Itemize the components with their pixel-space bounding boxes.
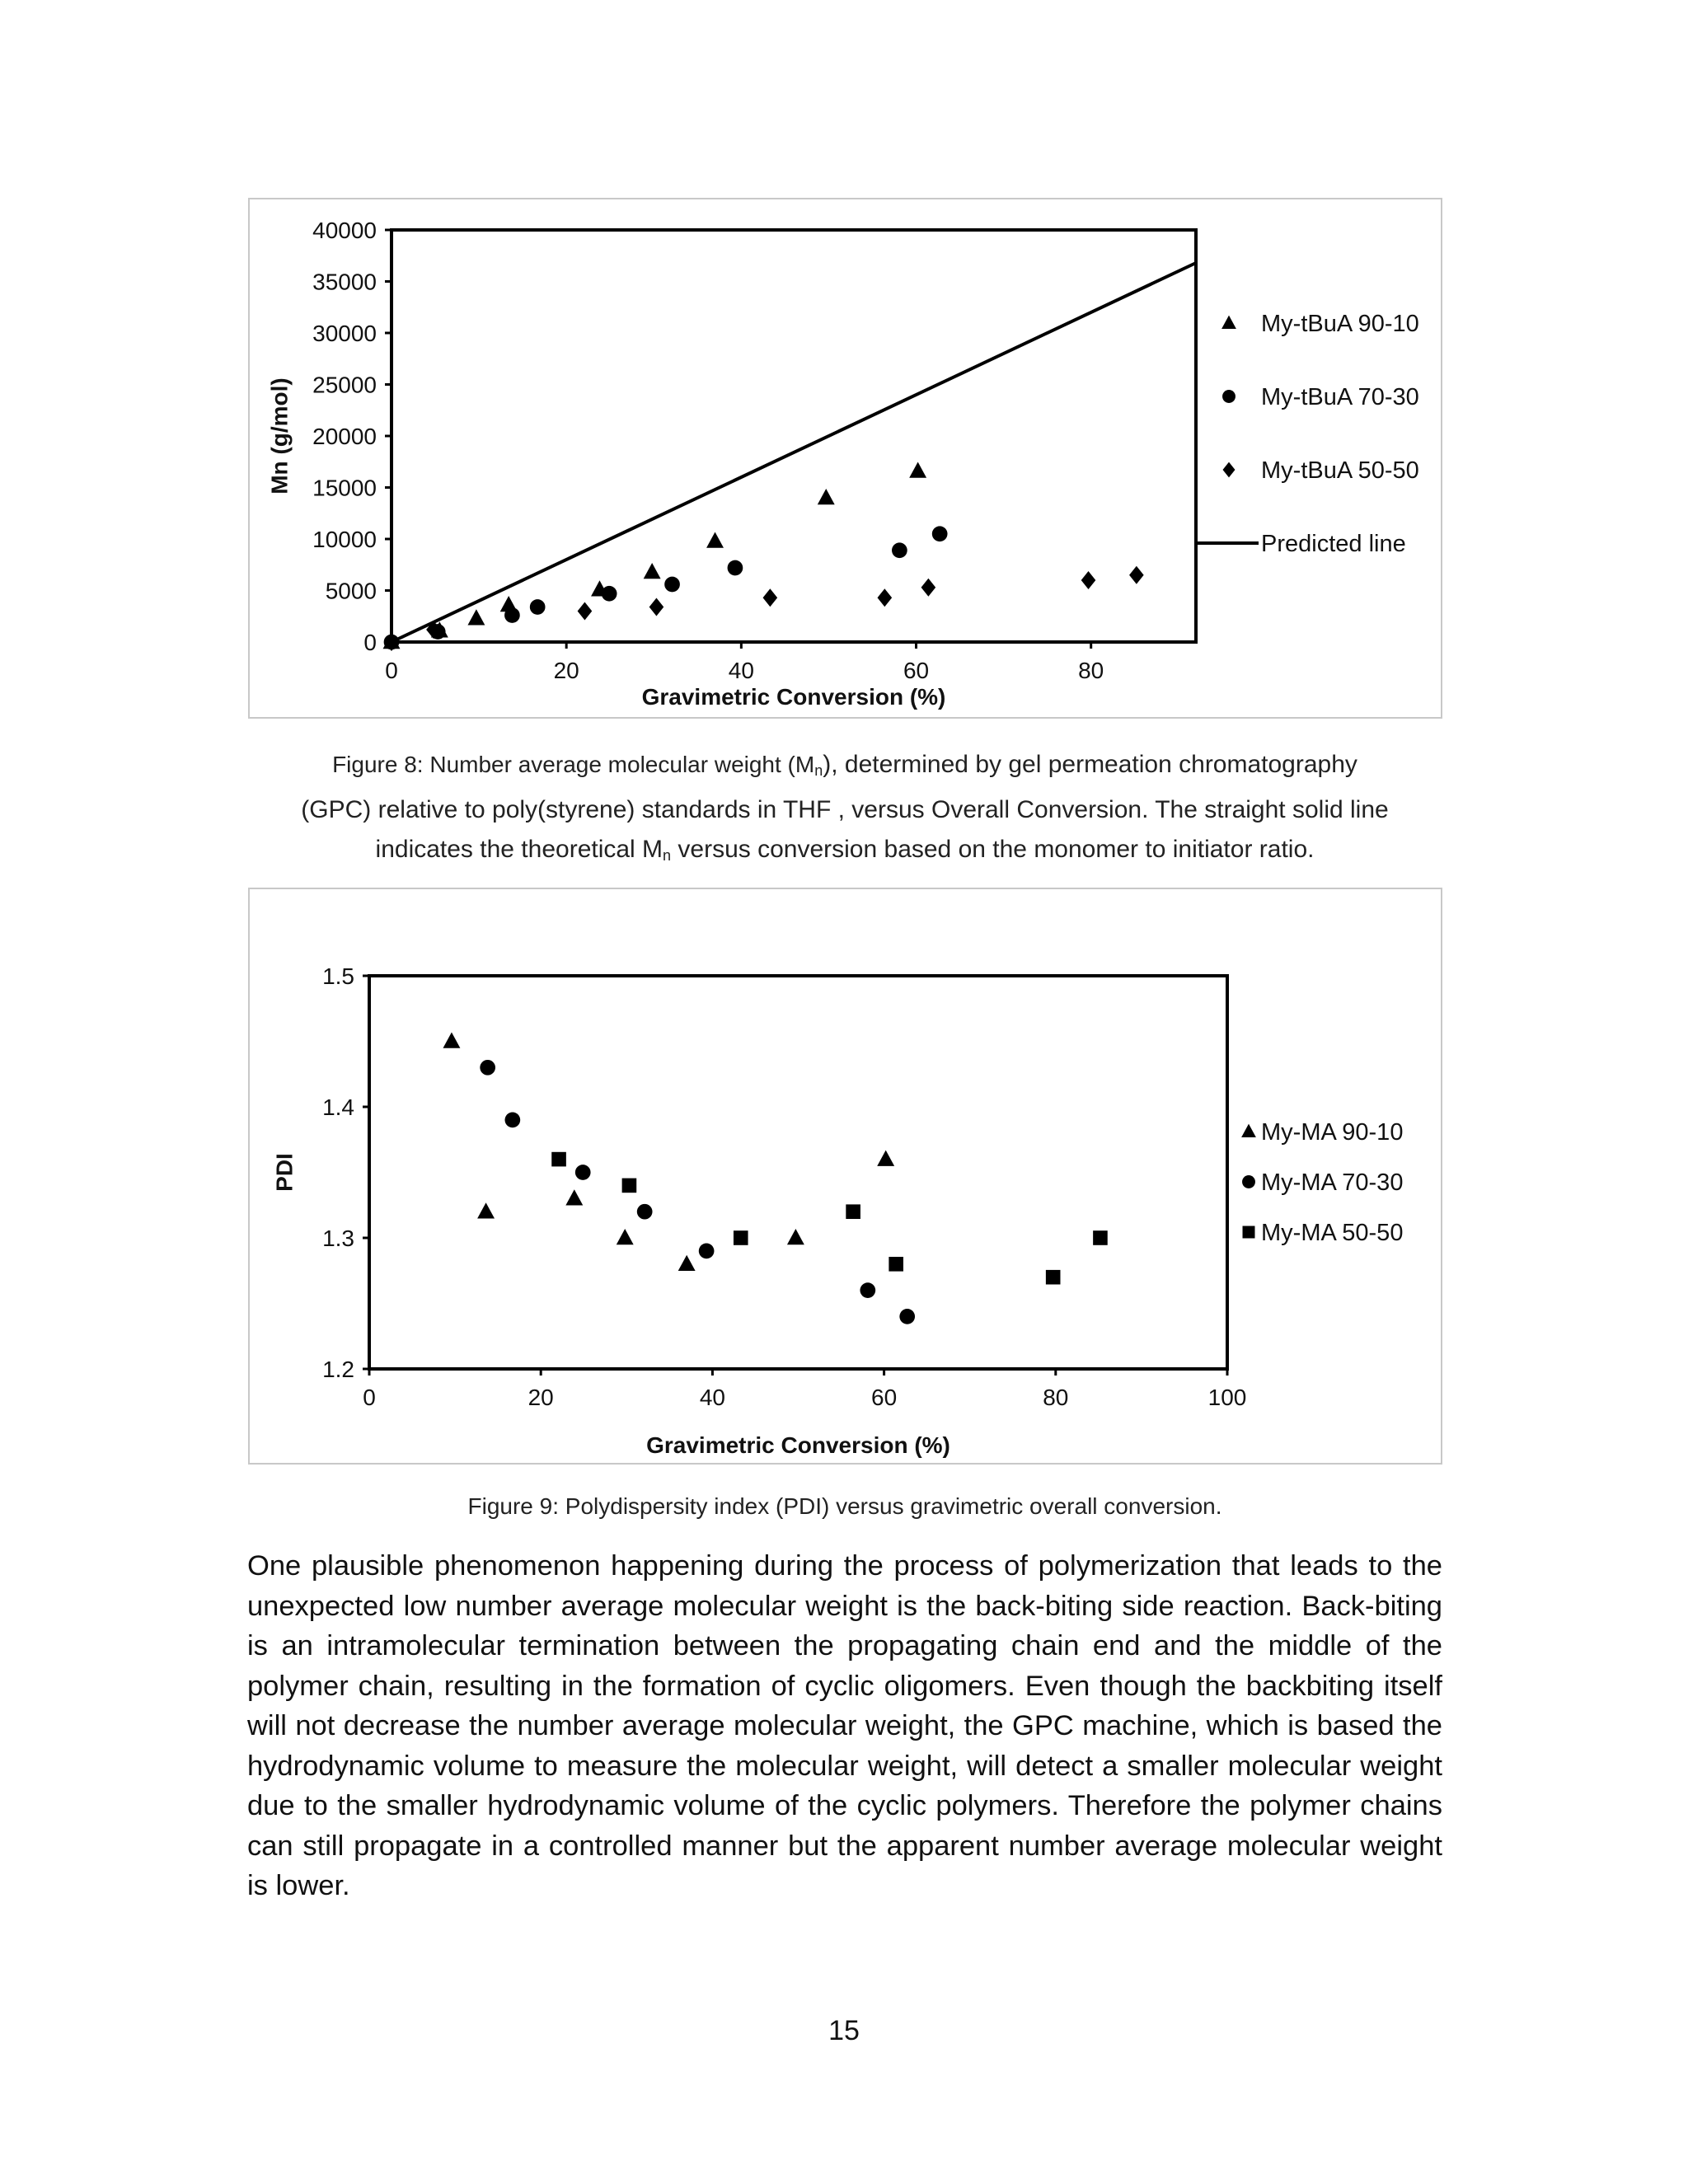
x-axis-label: Gravimetric Conversion (%)	[646, 1432, 950, 1458]
series-line-predicted-line	[392, 263, 1196, 642]
data-point-my-ma-50-50	[551, 1152, 566, 1167]
x-tick-label: 60	[871, 1385, 898, 1410]
data-point-my-ma-90-10	[787, 1229, 804, 1244]
data-point-my-tbua-70-30	[892, 542, 907, 558]
x-tick-label: 0	[385, 658, 398, 683]
data-point-my-ma-70-30	[575, 1165, 591, 1180]
caption-part: versus conversion based on the monomer to initiator ratio.	[671, 836, 1315, 863]
y-tick-label: 1.4	[322, 1094, 354, 1120]
legend-label-my-tbua-50-50: My-tBuA 50-50	[1261, 457, 1419, 484]
y-axis-label: Mn (g/mol)	[266, 377, 293, 494]
x-tick-label: 100	[1207, 1385, 1247, 1410]
y-tick-label: 35000	[312, 269, 377, 295]
y-tick-label: 0	[363, 630, 377, 655]
legend-label-my-ma-90-10: My-MA 90-10	[1261, 1119, 1404, 1146]
x-tick-label: 80	[1078, 658, 1104, 683]
data-point-my-tbua-90-10	[706, 532, 724, 548]
data-point-my-ma-70-30	[637, 1204, 653, 1220]
y-tick-label: 1.2	[322, 1357, 354, 1382]
data-point-my-ma-90-10	[565, 1189, 583, 1205]
x-tick-label: 20	[553, 658, 579, 683]
legend-swatch-my-ma-70-30	[1242, 1175, 1255, 1188]
data-point-my-ma-90-10	[877, 1151, 894, 1166]
data-point-my-tbua-70-30	[602, 586, 617, 602]
y-tick-label: 1.3	[322, 1226, 354, 1251]
data-point-my-tbua-70-30	[530, 599, 546, 615]
data-point-my-tbua-50-50	[1081, 571, 1096, 589]
x-tick-label: 60	[903, 658, 930, 683]
data-point-my-tbua-50-50	[1129, 566, 1144, 584]
data-point-my-tbua-50-50	[649, 598, 664, 616]
data-point-my-ma-50-50	[734, 1230, 748, 1245]
legend-swatch-my-ma-50-50	[1243, 1226, 1255, 1239]
y-axis-label: PDI	[271, 1153, 298, 1192]
figure-9-caption: Figure 9: Polydispersity index (PDI) versus gravimetric overall conversion.	[467, 1493, 1222, 1519]
data-point-my-ma-70-30	[899, 1309, 915, 1324]
legend-label-my-tbua-70-30: My-tBuA 70-30	[1261, 384, 1419, 410]
figure-8-caption	[247, 745, 1442, 875]
figure-9-chart	[250, 889, 1444, 1466]
caption-subscript: n	[814, 762, 823, 779]
plot-area-border	[369, 976, 1227, 1369]
y-tick-label: 1.5	[322, 963, 354, 989]
data-point-my-ma-50-50	[889, 1257, 903, 1272]
y-tick-label: 25000	[312, 372, 377, 398]
y-tick-label: 20000	[312, 424, 377, 449]
y-tick-label: 10000	[312, 527, 377, 552]
plot-area-border	[392, 230, 1196, 642]
data-point-my-tbua-70-30	[504, 607, 520, 623]
data-point-my-ma-50-50	[622, 1179, 637, 1193]
data-point-my-tbua-50-50	[578, 602, 593, 621]
data-point-my-tbua-90-10	[467, 609, 485, 625]
caption-part: Figure 8: Number average molecular weight (M	[332, 752, 815, 777]
x-tick-label: 40	[728, 658, 754, 683]
caption-part: indicates the theoretical M	[375, 836, 663, 863]
data-point-my-tbua-50-50	[921, 579, 936, 597]
figure-8-chart	[250, 199, 1444, 720]
legend-label-predicted-line: Predicted line	[1261, 531, 1406, 557]
data-point-my-tbua-70-30	[932, 526, 948, 541]
x-tick-label: 80	[1043, 1385, 1069, 1410]
page-number: 15	[828, 2015, 860, 2046]
body-paragraph: One plausible phenomenon happening during the process of polymerization that leads to the unexpected low number average molecular weight is the back-biting side reaction. Back-biting is an intramolecular termination between the propagating chain end and the middle of the polymer chain, resulting in the formation of cyclic oligomers. Even though the backbiting itself will not decrease the number average molecular weight, the GPC machine, which is based the hydrodynamic volume to measure the molecular weight, will detect a smaller molecular weight due to the smaller hydrodynamic volume of the cyclic polymers. Therefore the polymer chains can still propagate in a controlled manner but the apparent number average molecular weight is lower.	[247, 1550, 1442, 1901]
caption-part: ), determined by gel permeation chromatography	[823, 751, 1357, 778]
data-point-my-tbua-70-30	[664, 577, 680, 593]
data-point-my-ma-70-30	[480, 1060, 495, 1076]
data-point-my-ma-70-30	[504, 1113, 520, 1128]
x-tick-label: 0	[363, 1385, 376, 1410]
data-point-my-tbua-50-50	[878, 588, 893, 607]
figure-9-chart-frame	[248, 888, 1442, 1465]
data-point-my-tbua-50-50	[763, 588, 778, 607]
y-tick-label: 30000	[312, 321, 377, 346]
y-tick-label: 5000	[325, 578, 377, 604]
legend-swatch-my-tbua-70-30	[1222, 390, 1236, 403]
data-point-my-tbua-90-10	[818, 489, 835, 504]
x-tick-label: 40	[699, 1385, 725, 1410]
x-tick-label: 20	[528, 1385, 554, 1410]
data-point-my-ma-50-50	[1093, 1230, 1108, 1245]
legend-label-my-tbua-90-10: My-tBuA 90-10	[1261, 311, 1419, 337]
data-point-my-ma-90-10	[678, 1255, 696, 1271]
caption-subscript: n	[663, 847, 672, 864]
data-point-my-ma-50-50	[846, 1204, 860, 1219]
legend-swatch-my-ma-90-10	[1241, 1124, 1256, 1137]
data-point-my-ma-90-10	[443, 1033, 460, 1048]
data-point-my-tbua-90-10	[909, 462, 926, 478]
data-point-my-ma-50-50	[1046, 1270, 1061, 1285]
legend-label-my-ma-50-50: My-MA 50-50	[1261, 1220, 1404, 1246]
data-point-my-ma-70-30	[699, 1244, 715, 1259]
figure-8-chart-frame	[248, 198, 1442, 719]
data-point-my-ma-90-10	[617, 1229, 634, 1244]
y-tick-label: 40000	[312, 218, 377, 243]
legend-swatch-my-tbua-50-50	[1223, 462, 1236, 478]
caption-part: (GPC) relative to poly(styrene) standards in THF , versus Overall Conversion. The straight solid line	[301, 796, 1389, 823]
legend-swatch-my-tbua-90-10	[1221, 316, 1236, 329]
data-point-my-ma-70-30	[860, 1282, 875, 1298]
y-tick-label: 15000	[312, 475, 377, 501]
legend-label-my-ma-70-30: My-MA 70-30	[1261, 1169, 1404, 1196]
data-point-my-tbua-70-30	[728, 560, 743, 576]
x-axis-label: Gravimetric Conversion (%)	[641, 684, 946, 710]
data-point-my-ma-90-10	[477, 1202, 495, 1218]
data-point-my-tbua-90-10	[644, 563, 661, 579]
